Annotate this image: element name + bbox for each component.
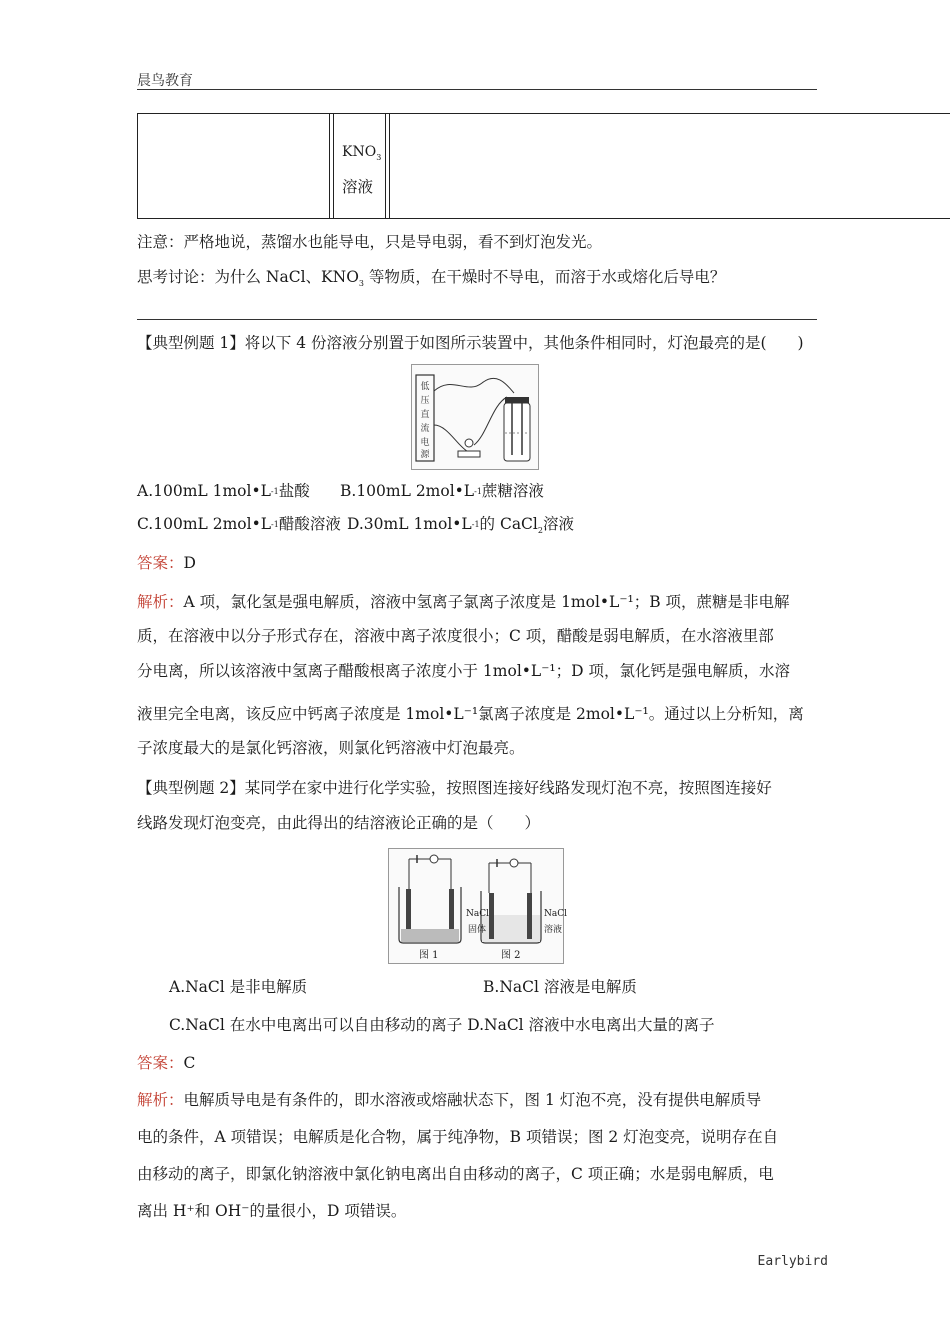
- svg-text:低: 低: [420, 382, 430, 392]
- note-text: 注意：严格地说，蒸馏水也能导电，只是导电弱，看不到灯泡发光。: [137, 233, 603, 251]
- fig1-label: NaCl: [466, 909, 490, 919]
- svg-text:压: 压: [420, 396, 430, 406]
- svg-text:电: 电: [420, 438, 430, 448]
- table-cell-formula: $KNO_3$: [342, 144, 382, 162]
- table-col-line: [333, 114, 334, 218]
- svg-text:直: 直: [420, 410, 430, 420]
- example2-analysis-line: 解析：电解质导电是有条件的，即水溶液或熔融状态下，图 1 灯泡不亮，没有提供电解质导: [137, 1091, 762, 1109]
- discussion-text: 思考讨论：为什么 NaCl、$KNO_3$ 等物质，在干燥时不导电，而溶于水或熔化后导电？: [137, 268, 726, 288]
- example2-analysis-line: 电的条件，A 项错误；电解质是化合物，属于纯净物，B 项错误；图 2 灯泡变亮，说明存在自: [137, 1128, 779, 1146]
- fig1-apparatus: [399, 855, 461, 943]
- header-brand: 晨鸟教育: [137, 73, 193, 89]
- example1-option-c: C.100mL $2mol•L^{-1}$醋酸溶液: [137, 515, 341, 533]
- table-col-line: [385, 114, 386, 218]
- circuit-diagram: [412, 365, 538, 469]
- example2-option-a: A.NaCl 是非电解质: [169, 978, 308, 996]
- example2-option-b: B.NaCl 溶液是电解质: [483, 978, 637, 996]
- example1-analysis-line: 液里完全电离，该反应中钙离子浓度是 1mol•L⁻¹氯离子浓度是 2mol•L⁻¹。通过以上分析知，离: [137, 705, 804, 723]
- svg-text:源: 源: [420, 450, 430, 460]
- beaker-diagram: [389, 849, 563, 963]
- table-cell-word: 溶液: [342, 178, 374, 196]
- table-col-line: [389, 114, 390, 218]
- table-col-line: [329, 114, 330, 218]
- fig2-caption: 图 2: [501, 950, 521, 961]
- example2-option-cd: C.NaCl 在水中电离出可以自由移动的离子 D.NaCl 溶液中水电离出大量的离子: [169, 1016, 715, 1034]
- fig1-label: 固体: [468, 925, 487, 935]
- example1-analysis-line: 解析：A 项，氯化氢是强电解质，溶液中氢离子氯离子浓度是 1mol•L⁻¹；B 项，蔗糖是非电解: [137, 593, 790, 611]
- example1-title: 【典型例题 1】将以下 4 份溶液分别置于如图所示装置中，其他条件相同时，灯泡最亮的是( ): [137, 334, 804, 352]
- example1-option-b: B.100mL $2mol•L^{-1}$蔗糖溶液: [340, 482, 544, 500]
- fig2-apparatus: [481, 859, 541, 943]
- example2-question-line: 线路发现灯泡变亮，由此得出的结溶液论正确的是（ ）: [137, 814, 541, 832]
- example1-figure: [411, 364, 539, 470]
- example2-figure: [388, 848, 568, 964]
- header-rule: [137, 89, 817, 90]
- fig2-label: NaCl: [544, 909, 568, 919]
- example1-analysis-line: 分电离，所以该溶液中氢离子醋酸根离子浓度小于 1mol•L⁻¹；D 项，氯化钙是强电解质，水溶: [137, 662, 790, 680]
- example1-answer: 答案：D: [137, 554, 196, 572]
- example1-analysis-line: 质，在溶液中以分子形式存在，溶液中离子浓度很小；C 项，醋酸是弱电解质，在水溶液里部: [137, 627, 774, 645]
- table-fragment: [137, 113, 950, 219]
- fig2-label: 溶液: [544, 925, 563, 935]
- example2-question-line: 【典型例题 2】某同学在家中进行化学实验，按照图连接好线路发现灯泡不亮，按照图连接好: [137, 779, 772, 797]
- example1-option-a: A.100mL $1mol•L^{-1}$盐酸: [137, 482, 310, 500]
- fig1-caption: 图 1: [419, 950, 439, 961]
- example2-answer: 答案：C: [137, 1054, 196, 1072]
- footer-brand: Earlybird: [757, 1254, 828, 1269]
- section-divider: [137, 319, 817, 320]
- example2-analysis-line: 由移动的离子，即氯化钠溶液中氯化钠电离出自由移动的离子，C 项正确；水是弱电解质，电: [137, 1165, 774, 1183]
- example1-analysis-line: 子浓度最大的是氯化钙溶液，则氯化钙溶液中灯泡最亮。: [137, 739, 525, 757]
- example2-analysis-line: 离出 H⁺和 OH⁻的量很小，D 项错误。: [137, 1202, 407, 1220]
- example1-option-d: D.30mL $1mol•L^{-1}$的 CaCl$_2$溶液: [347, 515, 574, 535]
- svg-text:流: 流: [420, 424, 430, 434]
